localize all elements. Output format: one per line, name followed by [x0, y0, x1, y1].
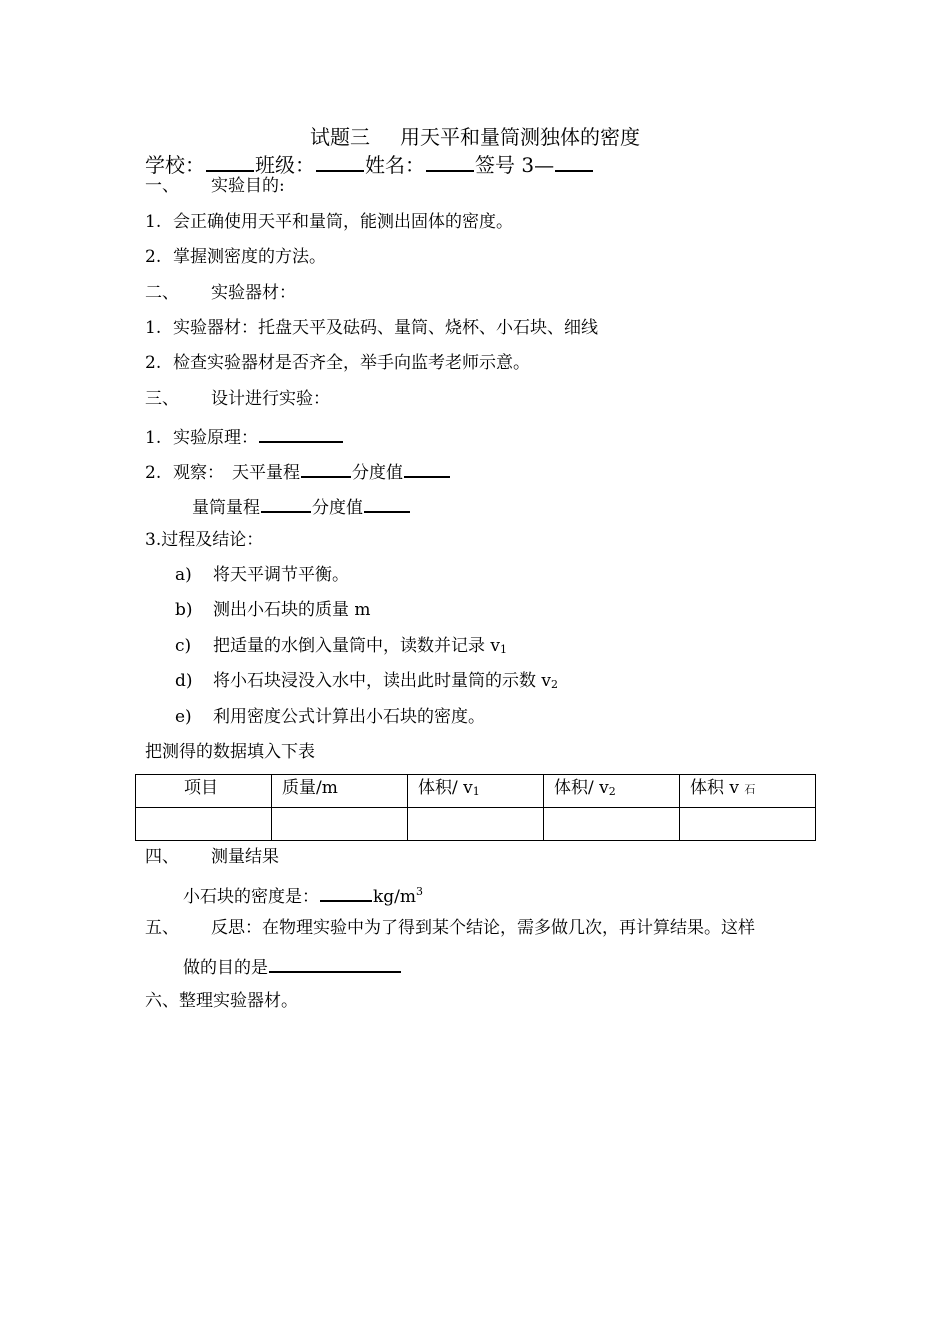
sign-blank[interactable] [555, 150, 593, 172]
student-info-line [145, 150, 594, 178]
section-1-item-2: 2. 掌握测密度的方法。 [145, 247, 326, 267]
table-header-row [136, 775, 816, 808]
school-blank[interactable] [206, 150, 254, 172]
table-cell[interactable] [272, 808, 408, 841]
principle-line: 1. 实验原理： [145, 423, 344, 449]
class-label: 班级： [255, 153, 315, 177]
step-c: c) 把适量的水倒入量筒中，读数并记录 v1 [175, 636, 508, 656]
section-2-item-1: 1. 实验器材：托盘天平及砝码、量筒、烧杯、小石块、细线 [145, 318, 598, 338]
section-2-heading: 二、 实验器材： [145, 283, 296, 303]
purpose-blank[interactable] [269, 953, 401, 973]
principle-blank[interactable] [259, 423, 343, 443]
process-heading: 3.过程及结论： [145, 530, 264, 550]
step-d: d) 将小石块浸没入水中，读出此时量筒的示数 v2 [175, 671, 559, 691]
data-table [135, 774, 816, 841]
balance-range-blank[interactable] [301, 458, 351, 478]
cylinder-division-blank[interactable] [364, 493, 410, 513]
page-title [0, 125, 950, 149]
section-4-heading: 四、 测量结果 [145, 847, 279, 867]
table-header-item: 项目 [136, 775, 272, 808]
table-row [136, 808, 816, 841]
table-cell[interactable] [136, 808, 272, 841]
table-cell[interactable] [680, 808, 816, 841]
sign-label: 签号 3— [475, 153, 555, 177]
title-left: 试题三 [310, 125, 370, 149]
cylinder-range-blank[interactable] [261, 493, 311, 513]
density-blank[interactable] [320, 882, 372, 902]
section-2-item-2: 2. 检查实验器材是否齐全，举手向监考老师示意。 [145, 353, 530, 373]
observe-line-1: 2. 观察： 天平量程 分度值 [145, 458, 451, 484]
density-result-line: 小石块的密度是： $kg/m^3$ [183, 881, 423, 908]
table-header-volume-stone: 体积 v 石 [680, 775, 816, 808]
table-intro: 把测得的数据填入下表 [145, 742, 315, 762]
step-b: b) 测出小石块的质量 m [175, 600, 371, 620]
section-1-item-1: 1. 会正确使用天平和量筒，能测出固体的密度。 [145, 212, 513, 232]
balance-division-blank[interactable] [404, 458, 450, 478]
section-3-heading: 三、 设计进行实验： [145, 389, 330, 409]
section-1-heading: 一、 实验目的: [145, 176, 285, 196]
section-5-heading: 五、 反思：在物理实验中为了得到某个结论，需多做几次，再计算结果。这样 [145, 918, 755, 938]
table-header-volume-1: 体积/ v1 [408, 775, 544, 808]
observe-line-2: 量筒量程 分度值 [192, 493, 411, 519]
name-blank[interactable] [426, 150, 474, 172]
name-label: 姓名： [365, 153, 425, 177]
step-e: e) 利用密度公式计算出小石块的密度。 [175, 707, 485, 727]
table-cell[interactable] [544, 808, 680, 841]
table-cell[interactable] [408, 808, 544, 841]
section-5-continuation: 做的目的是 [183, 953, 402, 979]
table-header-mass: 质量/m [272, 775, 408, 808]
title-right: 用天平和量筒测独体的密度 [400, 125, 640, 149]
section-6: 六、整理实验器材。 [145, 991, 298, 1011]
class-blank[interactable] [316, 150, 364, 172]
table-header-volume-2: 体积/ v2 [544, 775, 680, 808]
school-label: 学校： [145, 153, 205, 177]
step-a: a) 将天平调节平衡。 [175, 565, 349, 585]
